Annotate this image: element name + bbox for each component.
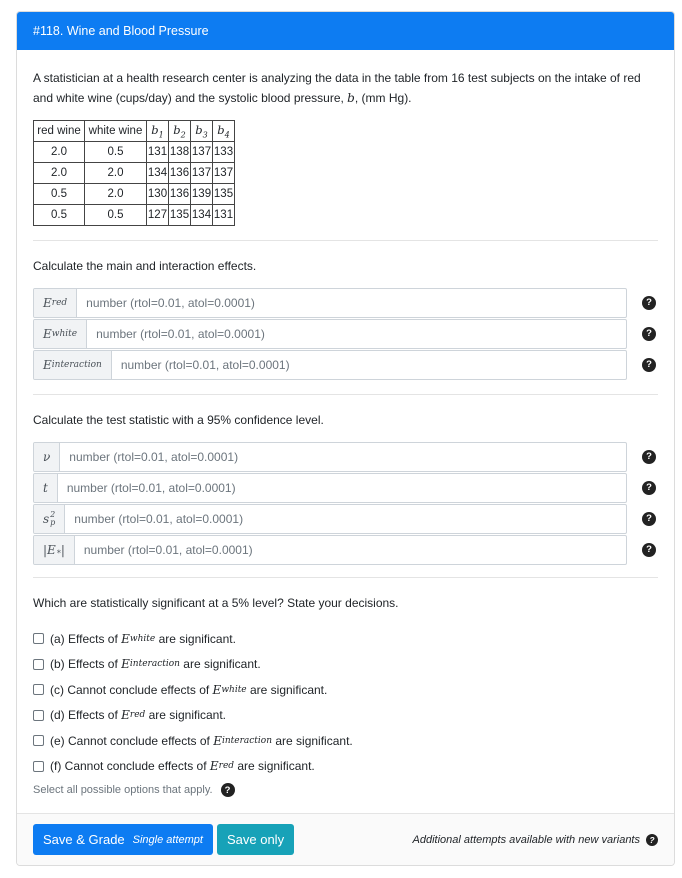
checkbox-icon[interactable] xyxy=(33,761,44,772)
table-cell: 137 xyxy=(213,163,235,184)
save-only-button[interactable]: Save only xyxy=(217,824,294,855)
option-item[interactable]: (a) Effects of E white are significant. xyxy=(33,626,658,652)
checkbox-icon[interactable] xyxy=(33,633,44,644)
table-cell: 136 xyxy=(169,163,191,184)
table-header-cell: $b_2$ xyxy=(169,121,191,142)
table-header-row xyxy=(34,121,235,142)
question-body xyxy=(17,50,674,797)
table-header-cell: white wine xyxy=(85,121,147,142)
table-header-cell: $b_3$ xyxy=(191,121,213,142)
answer-row xyxy=(33,318,658,349)
answer-input-group xyxy=(33,473,627,503)
table-cell: 2.0 xyxy=(34,142,85,163)
table-cell: 136 xyxy=(169,184,191,205)
question-circle-icon[interactable]: ? xyxy=(221,783,235,797)
divider xyxy=(33,577,658,578)
table-cell: 127 xyxy=(147,205,169,226)
answer-row xyxy=(33,441,658,472)
answer-input-group xyxy=(33,288,627,318)
table-cell: 0.5 xyxy=(85,142,147,163)
number-input[interactable]: number (rtol=0.01, atol=0.0001) xyxy=(83,542,253,557)
table-cell: 2.0 xyxy=(85,184,147,205)
table-cell: 2.0 xyxy=(34,163,85,184)
question-circle-icon[interactable]: ? xyxy=(642,358,656,372)
table-header-cell: red wine xyxy=(34,121,85,142)
number-input[interactable]: number (rtol=0.01, atol=0.0001) xyxy=(120,357,290,372)
table-cell: 137 xyxy=(191,142,213,163)
part1-inputs xyxy=(33,287,658,380)
answer-row xyxy=(33,503,658,534)
question-circle-icon[interactable]: ? xyxy=(642,296,656,310)
option-item[interactable]: (f) Cannot conclude effects of E red are significant. xyxy=(33,754,658,780)
input-label: E red xyxy=(34,289,77,317)
divider xyxy=(33,394,658,395)
question-circle-icon[interactable]: ? xyxy=(642,327,656,341)
question-circle-icon[interactable]: ? xyxy=(642,543,656,557)
table-cell: 2.0 xyxy=(85,163,147,184)
answer-input-group xyxy=(33,319,627,349)
number-input[interactable]: number (rtol=0.01, atol=0.0001) xyxy=(69,449,239,464)
table-cell: 135 xyxy=(213,184,235,205)
answer-input-group xyxy=(33,442,627,472)
input-label: ν xyxy=(34,443,60,471)
number-input[interactable]: number (rtol=0.01, atol=0.0001) xyxy=(74,511,244,526)
table-cell: 138 xyxy=(169,142,191,163)
table-cell: 135 xyxy=(169,205,191,226)
table-row xyxy=(34,184,235,205)
question-card xyxy=(16,11,675,866)
table-cell: 130 xyxy=(147,184,169,205)
input-label: |E * | xyxy=(34,536,75,564)
input-label: t xyxy=(34,474,58,502)
table-cell: 137 xyxy=(191,163,213,184)
question-header xyxy=(17,12,674,50)
data-table xyxy=(33,120,235,226)
part2-prompt: Calculate the test statistic with a 95% confidence level. xyxy=(33,413,324,427)
question-circle-icon[interactable]: ? xyxy=(642,481,656,495)
table-header-cell: $b_4$ xyxy=(213,121,235,142)
table-cell: 0.5 xyxy=(34,184,85,205)
option-item[interactable]: (d) Effects of E red are significant. xyxy=(33,703,658,729)
answer-input-group xyxy=(33,535,627,565)
table-row xyxy=(34,142,235,163)
question-circle-icon[interactable]: ? xyxy=(642,450,656,464)
answer-row xyxy=(33,287,658,318)
table-cell: 131 xyxy=(213,205,235,226)
question-circle-icon[interactable]: ? xyxy=(646,834,658,846)
table-row xyxy=(34,163,235,184)
part3-prompt: Which are statistically significant at a 5% level? State your decisions. xyxy=(33,596,399,610)
part2-inputs xyxy=(33,441,658,565)
input-label: E interaction xyxy=(34,351,112,379)
checkbox-icon[interactable] xyxy=(33,659,44,670)
question-intro: A statistician at a health research center is analyzing the data in the table from 16 test subjects on the intake of red and white wine (cups/day) and the systolic blood pressure, b, (mm Hg). xyxy=(33,71,641,105)
options-list xyxy=(33,626,658,779)
question-title: #118. Wine and Blood Pressure xyxy=(33,24,209,38)
select-hint: Select all possible options that apply. ? xyxy=(33,783,658,797)
checkbox-icon[interactable] xyxy=(33,684,44,695)
option-item[interactable]: (b) Effects of E interaction are significant. xyxy=(33,652,658,678)
number-input[interactable]: number (rtol=0.01, atol=0.0001) xyxy=(96,326,265,341)
input-label: E white xyxy=(34,320,87,348)
number-input[interactable]: number (rtol=0.01, atol=0.0001) xyxy=(86,295,255,310)
checkbox-icon[interactable] xyxy=(33,735,44,746)
table-cell: 139 xyxy=(191,184,213,205)
part1-prompt: Calculate the main and interaction effects. xyxy=(33,259,257,273)
table-cell: 134 xyxy=(191,205,213,226)
table-cell: 131 xyxy=(147,142,169,163)
answer-row xyxy=(33,534,658,565)
question-footer xyxy=(17,813,674,865)
answer-input-group xyxy=(33,350,627,380)
answer-row xyxy=(33,472,658,503)
divider xyxy=(33,240,658,241)
table-cell: 0.5 xyxy=(34,205,85,226)
table-row xyxy=(34,205,235,226)
attempts-note: Additional attempts available with new variants ? xyxy=(413,834,658,846)
option-item[interactable]: (e) Cannot conclude effects of E interaction are significant. xyxy=(33,728,658,754)
table-cell: 133 xyxy=(213,142,235,163)
answer-input-group xyxy=(33,504,627,534)
answer-row xyxy=(33,349,658,380)
number-input[interactable]: number (rtol=0.01, atol=0.0001) xyxy=(66,480,236,495)
question-circle-icon[interactable]: ? xyxy=(642,512,656,526)
save-grade-button[interactable]: Save & Grade Single attempt xyxy=(33,824,213,855)
table-header-cell: $b_1$ xyxy=(147,121,169,142)
input-label: s 2 p xyxy=(34,505,65,533)
option-item[interactable]: (c) Cannot conclude effects of E white are significant. xyxy=(33,677,658,703)
table-cell: 0.5 xyxy=(85,205,147,226)
table-cell: 134 xyxy=(147,163,169,184)
checkbox-icon[interactable] xyxy=(33,710,44,721)
